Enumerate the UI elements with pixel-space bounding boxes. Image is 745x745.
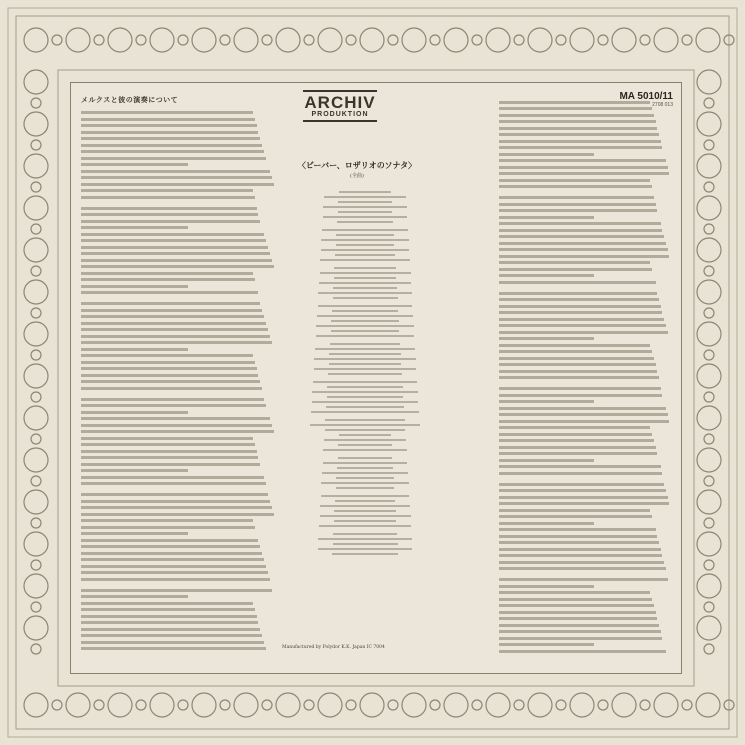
text-line [499,255,669,258]
text-line [499,554,662,557]
text-line [499,522,594,525]
text-line [81,463,260,466]
text-line [81,226,188,229]
program-line [318,538,412,540]
text-line [81,272,253,275]
program-line [313,381,417,383]
text-line [499,439,654,442]
text-line [81,532,188,535]
program-line [336,234,393,236]
text-line [81,265,274,268]
text-line [81,539,258,542]
text-line [81,302,260,305]
text-line [81,170,270,173]
text-line [81,291,258,294]
program-line [333,543,398,545]
program-line [334,520,396,522]
text-line [81,285,188,288]
text-line [81,647,266,650]
text-line [81,118,255,121]
program-line [314,368,417,370]
right-body-text [499,101,671,653]
text-line [81,558,264,561]
left-body-text [81,111,276,650]
program-line [338,444,391,446]
program-line [321,239,408,241]
program-line [326,406,404,408]
program-line [320,272,411,274]
text-line [499,331,668,334]
program-line [321,495,409,497]
text-line [81,189,253,192]
program-line [329,353,401,355]
program-line [337,221,393,223]
text-line [499,624,659,627]
text-line [81,404,266,407]
text-line [499,203,656,206]
catalog-number-block [619,91,673,108]
text-line [499,535,657,538]
text-line [499,370,657,373]
program-line [338,211,393,213]
album-title: 〈ビーバー、ロザリオのソナタ〉 [297,160,417,170]
text-line [499,489,666,492]
program-line [331,330,400,332]
text-line [499,426,650,429]
text-line [81,252,270,255]
program-line [335,500,395,502]
text-line [499,159,666,162]
text-line [499,585,594,588]
text-line [81,615,257,618]
text-line [499,292,657,295]
program-line [311,411,419,413]
logo-archiv: ARCHIV [304,93,376,112]
text-line [499,643,594,646]
text-line [499,617,657,620]
text-line [499,242,666,245]
program-line [336,487,395,489]
text-line [81,233,264,236]
text-line [81,335,270,338]
text-line [81,565,266,568]
text-line [81,278,255,281]
archiv-logo [295,88,385,124]
text-line [499,274,594,277]
text-line [499,598,652,601]
text-line [499,261,650,264]
text-line [499,637,662,640]
manufacturer-note: Manufactured by Polydor K.K. Japan IC 7004 [282,645,385,650]
text-line [81,456,258,459]
text-line [81,259,272,262]
text-line [499,357,654,360]
program-line [336,244,395,246]
text-line [499,114,654,117]
program-line [330,343,400,345]
program-line [333,297,398,299]
text-line [81,513,274,516]
text-line [81,476,264,479]
text-line [499,268,652,271]
text-line [499,548,661,551]
text-line [499,483,664,486]
program-line [318,305,413,307]
text-line [499,337,594,340]
program-line [312,391,417,393]
text-line [81,322,266,325]
text-line [81,602,253,605]
text-line [499,452,657,455]
program-line [315,348,415,350]
text-line [81,380,260,383]
text-line [499,350,652,353]
text-line [499,567,666,570]
text-line [81,526,255,529]
text-line [499,172,669,175]
text-line [499,578,668,581]
text-line [81,367,257,370]
program-line [328,373,402,375]
text-line [81,176,272,179]
text-line [81,506,272,509]
program-line [324,196,406,198]
text-line [81,411,188,414]
text-line [499,407,666,410]
text-line [81,469,188,472]
text-line [81,589,272,592]
program-line [338,201,391,203]
catalog-sub: 2708 013 [652,102,673,108]
text-line [499,650,666,653]
text-line [81,131,258,134]
text-line [81,220,260,223]
text-line [81,309,262,312]
program-line [324,439,406,441]
text-line [499,318,664,321]
text-line [81,207,257,210]
program-line [312,401,419,403]
text-line [81,213,258,216]
text-line [499,209,657,212]
text-line [499,127,657,130]
text-line [499,120,656,123]
text-line [81,348,188,351]
text-line [499,611,656,614]
program-line [338,457,393,459]
text-line [81,361,255,364]
program-line [331,320,399,322]
text-line [81,641,264,644]
program-line [314,358,415,360]
program-listing [300,185,430,558]
text-line [81,634,262,637]
program-line [316,335,415,337]
text-line [81,571,268,574]
text-line [81,374,258,377]
text-line [499,235,664,238]
program-line [333,287,397,289]
program-line [320,259,410,261]
text-line [81,628,260,631]
text-line [81,519,253,522]
program-line [336,477,393,479]
program-line [321,249,409,251]
text-line [499,472,662,475]
program-line [323,449,406,451]
text-line [81,437,253,440]
program-line [319,282,411,284]
text-line [499,140,661,143]
program-line [323,462,408,464]
text-line [81,443,255,446]
text-line [81,482,266,485]
program-line [322,229,408,231]
text-line [499,496,668,499]
program-line [317,315,413,317]
text-line [81,163,188,166]
text-line [81,387,262,390]
text-line [81,621,258,624]
text-line [499,133,659,136]
text-line [499,298,659,301]
text-line [499,222,661,225]
text-line [499,166,668,169]
text-line [499,591,650,594]
text-line [499,376,659,379]
text-line [81,608,255,611]
text-line [81,239,266,242]
text-line [499,387,661,390]
text-line [499,604,654,607]
text-line [499,541,659,544]
notes-left-column [81,83,276,654]
text-line [499,394,662,397]
program-line [318,548,413,550]
text-line [499,216,594,219]
program-line [320,515,411,517]
program-line [322,472,408,474]
text-line [499,281,656,284]
left-heading: メルクスと彼の演奏について [81,95,179,104]
program-line [310,424,419,426]
text-line [499,344,650,347]
text-line [499,146,662,149]
program-line [333,533,397,535]
text-line [81,124,257,127]
text-line [499,363,656,366]
text-line [499,465,661,468]
text-line [499,400,594,403]
text-line [81,552,262,555]
text-line [81,183,274,186]
text-line [499,528,656,531]
text-line [499,413,668,416]
text-line [499,420,669,423]
text-line [499,502,669,505]
text-line [499,433,652,436]
program-line [339,434,391,436]
program-line [321,482,408,484]
text-line [81,493,268,496]
text-line [81,246,268,249]
text-line [81,450,257,453]
program-line [329,363,402,365]
text-line [499,229,662,232]
program-line [334,510,395,512]
program-line [319,525,411,527]
program-line [334,277,396,279]
program-line [327,396,404,398]
text-line [81,595,188,598]
text-line [81,430,274,433]
text-line [81,315,264,318]
text-line [499,630,661,633]
program-line [323,206,406,208]
text-line [81,137,260,140]
text-line [499,446,656,449]
text-line [499,459,594,462]
program-line [323,216,408,218]
text-line [81,157,266,160]
text-line [81,328,268,331]
album-subtitle: (全曲) [350,173,364,179]
program-line [325,429,406,431]
text-line [499,509,650,512]
text-line [81,341,272,344]
text-line [499,561,664,564]
program-line [327,386,402,388]
text-line [81,500,270,503]
text-line [499,311,662,314]
program-line [332,310,398,312]
text-line [81,196,255,199]
program-line [320,505,410,507]
text-line [499,196,654,199]
program-line [339,191,391,193]
program-line [325,419,404,421]
notes-right-column [499,83,671,656]
text-line [81,398,264,401]
text-line [81,417,270,420]
text-line [499,185,652,188]
catalog-number: MA 5010/11 [619,91,673,102]
text-line [81,150,264,153]
program-line [318,292,412,294]
text-line [499,324,666,327]
program-line [332,553,398,555]
text-line [499,305,661,308]
text-line [81,354,253,357]
program-line [335,254,395,256]
text-line [81,578,270,581]
text-line [81,545,260,548]
program-line [316,325,414,327]
text-line [499,248,668,251]
text-line [499,179,650,182]
program-line [337,467,393,469]
text-line [81,144,262,147]
text-line [499,153,594,156]
text-line [81,111,253,114]
text-line [81,424,272,427]
logo-produktion: PRODUKTION [311,111,369,118]
text-line [499,515,652,518]
program-line [334,267,395,269]
